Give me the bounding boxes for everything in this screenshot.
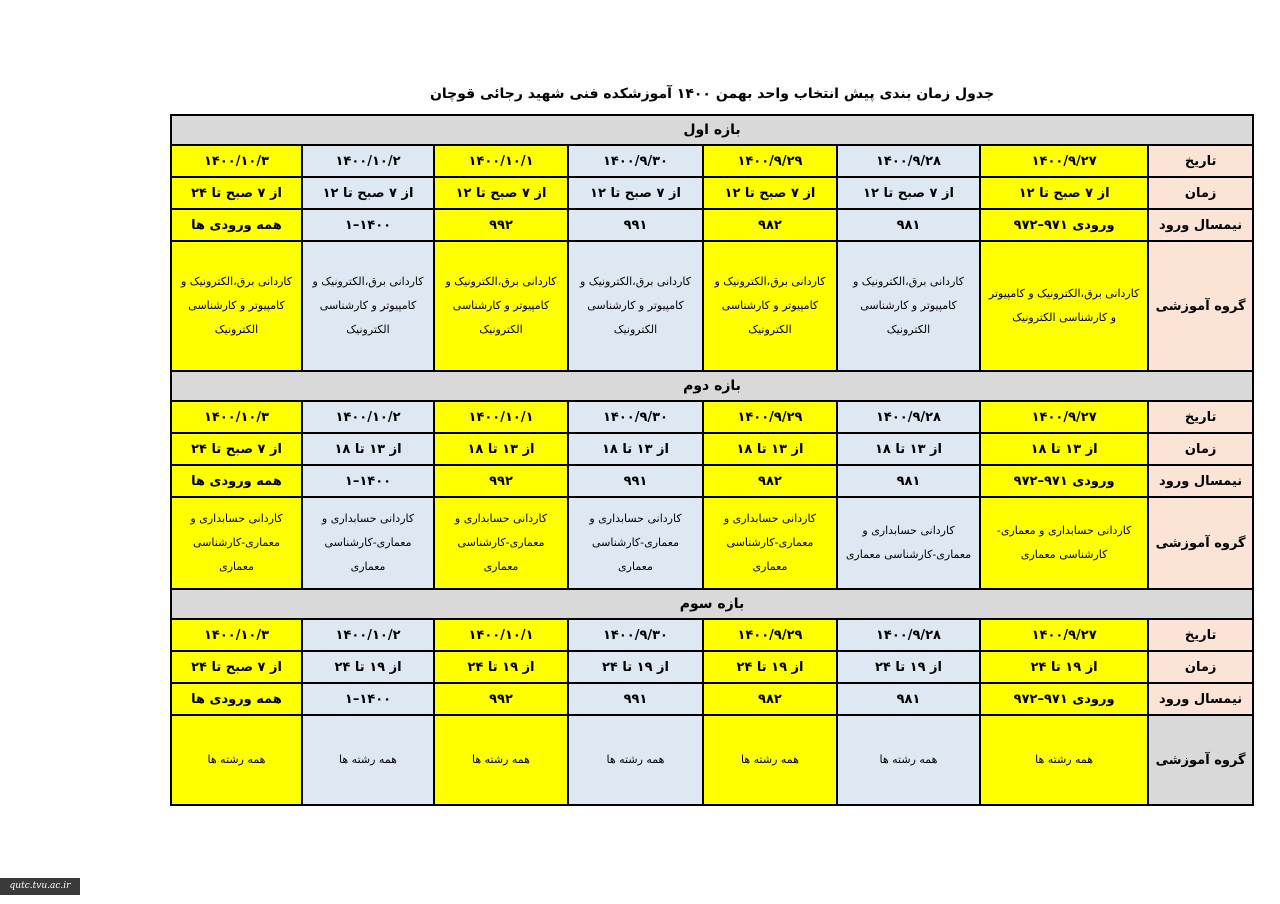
table-cell: ۱۴۰۰/۱۰/۲	[302, 619, 434, 651]
table-cell: ۱۴۰۰/۱۰/۱	[434, 401, 568, 433]
row-label: نیمسال ورود	[1148, 465, 1253, 497]
table-cell: ۱۴۰۰/۱۰/۳	[171, 619, 302, 651]
table-cell: ۹۹۲	[434, 465, 568, 497]
table-cell: ۹۹۱	[568, 465, 703, 497]
table-cell: ورودی ۹۷۱–۹۷۲	[980, 465, 1148, 497]
period-header: بازه سوم	[171, 589, 1253, 619]
table-cell: از ۱۳ تا ۱۸	[434, 433, 568, 465]
table-cell: کاردانی برق،الکترونیک و کامپیوتر و کارشناسی الکترونیک	[980, 241, 1148, 371]
table-cell: ۹۹۲	[434, 209, 568, 241]
table-cell: ۹۸۲	[703, 683, 837, 715]
table-cell: ۱۴۰۰–۱	[302, 209, 434, 241]
row-label: گروه آموزشی	[1148, 497, 1253, 589]
table-cell: از ۱۹ تا ۲۴	[837, 651, 980, 683]
row-label: تاریخ	[1148, 145, 1253, 177]
table-cell: ورودی ۹۷۱–۹۷۲	[980, 209, 1148, 241]
date-row	[171, 401, 1253, 433]
table-cell: از ۱۹ تا ۲۴	[980, 651, 1148, 683]
table-cell: از ۷ صبح تا ۲۴	[171, 651, 302, 683]
table-cell: ۹۹۱	[568, 209, 703, 241]
table-cell: ۹۸۱	[837, 209, 980, 241]
table-cell: ۱۴۰۰/۹/۲۷	[980, 145, 1148, 177]
table-cell: کاردانی حسابداری و معماری-کارشناسی معماری	[434, 497, 568, 589]
table-cell: ۱۴۰۰/۹/۲۸	[837, 401, 980, 433]
table-cell: ۹۸۱	[837, 465, 980, 497]
table-cell: کاردانی برق،الکترونیک و کامپیوتر و کارشناسی الکترونیک	[434, 241, 568, 371]
period-row	[171, 589, 1253, 619]
table-cell: از ۷ صبح تا ۱۲	[434, 177, 568, 209]
table-cell: همه رشته ها	[434, 715, 568, 805]
table-cell: از ۷ صبح تا ۲۴	[171, 433, 302, 465]
table-cell: از ۱۹ تا ۲۴	[703, 651, 837, 683]
footer-url: qutc.tvu.ac.ir	[0, 878, 80, 895]
semester-row	[171, 465, 1253, 497]
table-cell: از ۷ صبح تا ۱۲	[302, 177, 434, 209]
period-header: بازه دوم	[171, 371, 1253, 401]
table-cell: از ۱۳ تا ۱۸	[568, 433, 703, 465]
table-cell: ۱۴۰۰/۹/۲۸	[837, 145, 980, 177]
table-cell: از ۱۳ تا ۱۸	[980, 433, 1148, 465]
table-cell: ۱۴۰۰/۹/۳۰	[568, 145, 703, 177]
row-label: زمان	[1148, 177, 1253, 209]
table-cell: ۱۴۰۰–۱	[302, 465, 434, 497]
table-cell: ۱۴۰۰/۹/۳۰	[568, 401, 703, 433]
row-label: تاریخ	[1148, 401, 1253, 433]
table-cell: ۱۴۰۰/۱۰/۱	[434, 145, 568, 177]
table-cell: کاردانی برق،الکترونیک و کامپیوتر و کارشناسی الکترونیک	[171, 241, 302, 371]
table-cell: از ۷ صبح تا ۱۲	[980, 177, 1148, 209]
table-cell: ۱۴۰۰/۹/۲۹	[703, 145, 837, 177]
table-cell: از ۷ صبح تا ۲۴	[171, 177, 302, 209]
table-cell: همه رشته ها	[703, 715, 837, 805]
table-cell: ۱۴۰۰/۹/۲۸	[837, 619, 980, 651]
table-cell: ۱۴۰۰–۱	[302, 683, 434, 715]
table-cell: کاردانی برق،الکترونیک و کامپیوتر و کارشناسی الکترونیک	[703, 241, 837, 371]
table-cell: کاردانی برق،الکترونیک و کامپیوتر و کارشناسی الکترونیک	[837, 241, 980, 371]
row-label: زمان	[1148, 433, 1253, 465]
table-cell: همه ورودی ها	[171, 465, 302, 497]
table-cell: کاردانی حسابداری و معماری-کارشناسی معماری	[302, 497, 434, 589]
table-cell: ۱۴۰۰/۱۰/۳	[171, 145, 302, 177]
table-cell: ورودی ۹۷۱–۹۷۲	[980, 683, 1148, 715]
row-label: گروه آموزشی	[1148, 715, 1253, 805]
table-cell: کاردانی حسابداری و معماری-کارشناسی معماری	[568, 497, 703, 589]
table-cell: کاردانی حسابداری و معماری-کارشناسی معماری	[837, 497, 980, 589]
schedule-table	[170, 114, 1254, 806]
table-cell: همه رشته ها	[837, 715, 980, 805]
table-cell: همه رشته ها	[568, 715, 703, 805]
table-cell: ۹۸۱	[837, 683, 980, 715]
table-cell: از ۱۳ تا ۱۸	[703, 433, 837, 465]
table-cell: ۱۴۰۰/۹/۳۰	[568, 619, 703, 651]
time-row	[171, 651, 1253, 683]
table-cell: از ۱۹ تا ۲۴	[434, 651, 568, 683]
table-cell: ۱۴۰۰/۹/۲۹	[703, 401, 837, 433]
period-row	[171, 371, 1253, 401]
time-row	[171, 433, 1253, 465]
table-cell: از ۷ صبح تا ۱۲	[568, 177, 703, 209]
group-row	[171, 241, 1253, 371]
table-cell: ۹۸۲	[703, 209, 837, 241]
table-cell: همه رشته ها	[302, 715, 434, 805]
table-cell: ۱۴۰۰/۹/۲۷	[980, 401, 1148, 433]
table-cell: ۱۴۰۰/۱۰/۲	[302, 401, 434, 433]
table-cell: همه ورودی ها	[171, 683, 302, 715]
date-row	[171, 619, 1253, 651]
table-cell: از ۱۹ تا ۲۴	[302, 651, 434, 683]
table-cell: ۱۴۰۰/۹/۲۹	[703, 619, 837, 651]
table-cell: ۹۹۲	[434, 683, 568, 715]
table-cell: کاردانی برق،الکترونیک و کامپیوتر و کارشناسی الکترونیک	[302, 241, 434, 371]
table-cell: ۹۹۱	[568, 683, 703, 715]
group-row	[171, 497, 1253, 589]
semester-row	[171, 209, 1253, 241]
table-cell: از ۱۳ تا ۱۸	[837, 433, 980, 465]
table-cell: همه ورودی ها	[171, 209, 302, 241]
group-row	[171, 715, 1253, 805]
table-cell: ۱۴۰۰/۹/۲۷	[980, 619, 1148, 651]
table-cell: ۱۴۰۰/۱۰/۳	[171, 401, 302, 433]
semester-row	[171, 683, 1253, 715]
table-cell: از ۱۳ تا ۱۸	[302, 433, 434, 465]
table-cell: همه رشته ها	[980, 715, 1148, 805]
table-cell: کاردانی حسابداری و معماری- کارشناسی معماری	[980, 497, 1148, 589]
time-row	[171, 177, 1253, 209]
row-label: تاریخ	[1148, 619, 1253, 651]
row-label: نیمسال ورود	[1148, 683, 1253, 715]
table-cell: از ۱۹ تا ۲۴	[568, 651, 703, 683]
table-cell: از ۷ صبح تا ۱۲	[703, 177, 837, 209]
table-cell: ۱۴۰۰/۱۰/۱	[434, 619, 568, 651]
table-cell: ۱۴۰۰/۱۰/۲	[302, 145, 434, 177]
row-label: زمان	[1148, 651, 1253, 683]
table-cell: همه رشته ها	[171, 715, 302, 805]
date-row	[171, 145, 1253, 177]
period-header: بازه اول	[171, 115, 1253, 145]
period-row	[171, 115, 1253, 145]
table-cell: از ۷ صبح تا ۱۲	[837, 177, 980, 209]
row-label: گروه آموزشی	[1148, 241, 1253, 371]
table-cell: کاردانی برق،الکترونیک و کامپیوتر و کارشناسی الکترونیک	[568, 241, 703, 371]
table-cell: کاردانی حسابداری و معماری-کارشناسی معماری	[703, 497, 837, 589]
table-cell: ۹۸۲	[703, 465, 837, 497]
page-title: جدول زمان بندی پیش انتخاب واحد بهمن ۱۴۰۰ آموزشکده فنی شهید رجائی قوچان	[429, 86, 995, 102]
row-label: نیمسال ورود	[1148, 209, 1253, 241]
table-cell: کاردانی حسابداری و معماری-کارشناسی معماری	[171, 497, 302, 589]
